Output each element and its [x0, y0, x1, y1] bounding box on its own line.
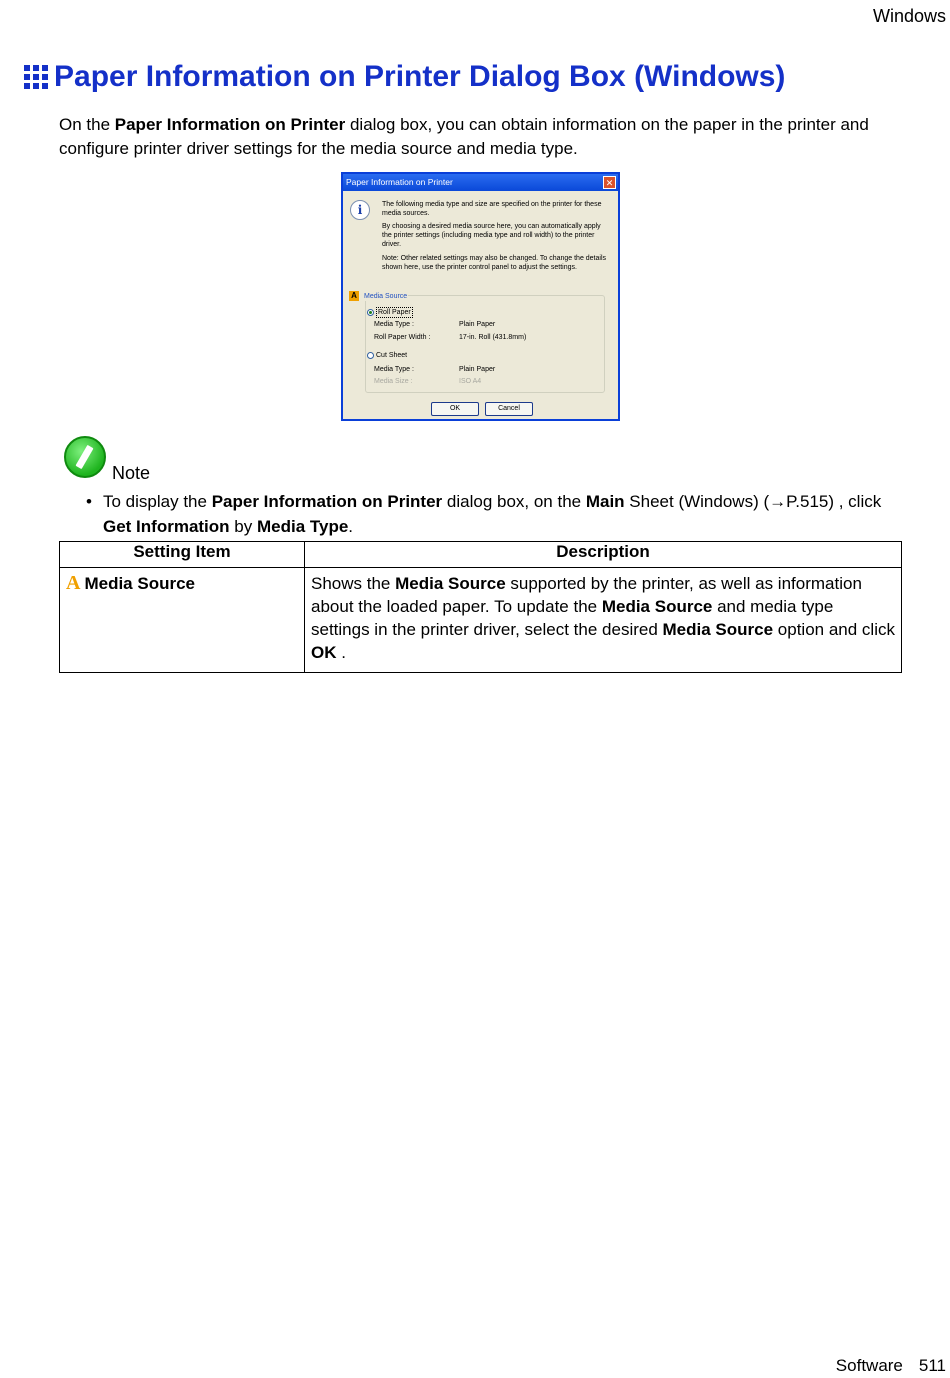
roll-width-value: 17-in. Roll (431.8mm) [459, 334, 527, 341]
table-header-row [60, 542, 902, 568]
desc-bold-4: OK [311, 643, 337, 662]
cut-media-type-label: Media Type : [374, 366, 414, 373]
cut-sheet-label: Cut Sheet [376, 352, 408, 359]
callout-marker-a: A [349, 291, 359, 301]
running-header: Windows [872, 6, 946, 26]
desc-text-1: Shows the [311, 574, 396, 593]
note-text [103, 489, 893, 539]
header-setting-item: Setting Item [60, 542, 305, 568]
roll-media-type-label: Media Type : [374, 321, 414, 328]
header-description: Description [305, 542, 902, 568]
note-text-3: Sheet (Windows) (→P.515) , click [624, 492, 882, 511]
info-icon: i [350, 200, 370, 220]
close-icon[interactable]: ✕ [603, 176, 616, 189]
note-bold-main: Main [585, 492, 625, 511]
note-text-4: by [229, 517, 257, 536]
grid-bullet-icon [24, 65, 48, 89]
roll-paper-radio[interactable] [367, 307, 413, 318]
footer-section: Software [835, 1356, 903, 1375]
note-bold-dialog-name: Paper Information on Printer [211, 492, 443, 511]
settings-table [59, 541, 902, 673]
desc-bold-1: Media Source [395, 574, 506, 593]
dialog-title: Paper Information on Printer [346, 177, 453, 187]
paper-info-dialog-screenshot [341, 172, 620, 421]
note-text-2: dialog box, on the [442, 492, 586, 511]
cancel-button[interactable]: Cancel [485, 402, 533, 416]
setting-item-name: Media Source [84, 574, 195, 593]
table-row [60, 568, 902, 673]
description-cell [305, 568, 902, 673]
desc-bold-2: Media Source [601, 597, 713, 616]
radio-unselected-icon [367, 352, 374, 359]
roll-media-type-value: Plain Paper [459, 321, 496, 328]
dialog-message-2: By choosing a desired media source here, you can automatically apply the printer settings (including media type and roll width) to the printer driver. [382, 223, 601, 248]
desc-text-4: option and click [773, 620, 895, 639]
media-source-group-label: Media Source [364, 293, 408, 300]
cut-media-size-label: Media Size : [374, 378, 413, 385]
ok-button[interactable]: OK [431, 402, 479, 416]
page-title: Paper Information on Printer Dialog Box (Windows) [54, 60, 786, 93]
cut-media-size-value: ISO A4 [459, 378, 482, 385]
desc-bold-3: Media Source [662, 620, 774, 639]
note-bold-media-type: Media Type [256, 517, 349, 536]
page-footer [820, 1356, 946, 1376]
note-text-1: To display the [103, 492, 212, 511]
setting-item-cell [60, 568, 305, 673]
intro-bold-dialog-name: Paper Information on Printer [114, 115, 346, 134]
intro-text-2: dialog box, you can obtain information on the paper in the printer and configure printer driver settings for the media source and media type. [59, 115, 869, 158]
radio-selected-icon [367, 309, 374, 316]
note-pencil-icon [64, 436, 106, 478]
desc-text-3: and media type settings in the printer driver, select the desired [311, 597, 834, 639]
callout-marker-a: A [66, 572, 81, 594]
dialog-titlebar [343, 174, 618, 191]
cut-sheet-radio[interactable] [367, 351, 407, 360]
note-text-5: . [348, 517, 354, 536]
dialog-message-1: The following media type and size are specified on the printer for these media sources. [382, 201, 602, 217]
note-label: Note [112, 463, 151, 483]
desc-text-2: supported by the printer, as well as information about the loaded paper. To update the [311, 574, 862, 616]
dialog-message-3: Note: Other related settings may also be changed. To change the details shown here, use the printer control panel to adjust the settings. [382, 255, 607, 271]
desc-text-5: . [336, 643, 346, 662]
title-row [24, 60, 785, 94]
roll-paper-label: Roll Paper [378, 309, 411, 316]
cut-media-type-value: Plain Paper [459, 366, 496, 373]
page-number: 511 [918, 1356, 946, 1375]
note-bold-get-information: Get Information [103, 517, 230, 536]
intro-text-1: On the [59, 115, 115, 134]
intro-paragraph [59, 113, 909, 161]
roll-width-label: Roll Paper Width : [374, 334, 431, 341]
bullet-icon: • [86, 492, 92, 511]
